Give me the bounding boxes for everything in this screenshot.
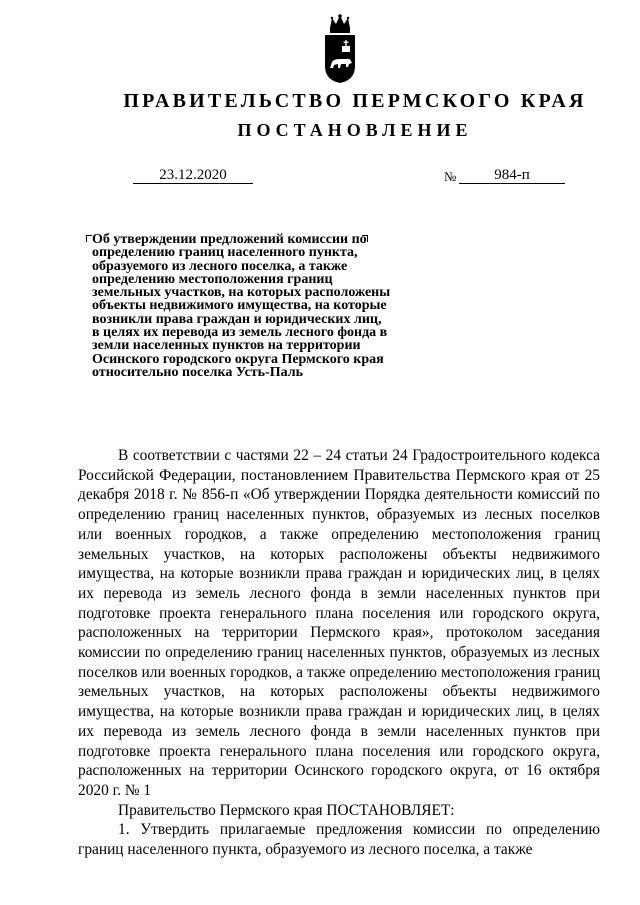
document-subject: Об утверждении предложений комиссии по определению границ населенного пункта, образуемого из лесного поселка, а также определению местоположения границ земельных участков, на которых расположены объекты недвижимого имущества, на которые возникли права граждан и юридических лиц, в целях их перевода из земель лесного фонда в земли населенных пунктов на территории Осинского городского округа Пермского края относительно поселка Усть-Паль xyxy=(92,232,391,380)
body-paragraph-resolves: Правительство Пермского края ПОСТАНОВЛЯЕТ: xyxy=(118,801,455,819)
body-paragraph-preamble: В соответствии с частями 22 – 24 статьи 24 Градостроительного кодекса Российской Федерации, постановлением Правительства Пермского края от 25 декабря 2018 г. № 856-п «Об утверждении Порядка деятельности комиссий по определению границ населенных пунктов, образуемых из лесных поселков или военных городков, а также определению местоположения границ земельных участков, на которых расположены объекты недвижимого имущества, на которые возникли права граждан и юридических лиц, в целях их перевода из земель лесного фонда в земли населенных пунктов при подготовке проекта генерального плана поселения или городского округа, расположенных на территории Пермского края», протоколом заседания комиссии по определению границ населенных пунктов, образуемых из лесных поселков или военных городков, а также определению местоположения границ земельных участков, на которых расположены объекты недвижимого имущества, на которые возникли права граждан и юридических лиц, в целях их перевода из земель лесного фонда в земли населенных пунктов при подготовке проекта генерального плана поселения или городского округа, расположенных на территории Осинского городского округа, от 16 октября 2020 г. № 1 xyxy=(78,447,600,799)
crown-icon xyxy=(330,14,350,33)
body-paragraph-item-1: 1. Утвердить прилагаемые предложения комиссии по определению границ населенного пункта, образуемого из лесного поселка, а также xyxy=(78,821,600,859)
perm-krai-coat-of-arms-icon xyxy=(322,14,358,84)
government-title: ПРАВИТЕЛЬСТВО ПЕРМСКОГО КРАЯ xyxy=(123,90,587,112)
document-date: 23.12.2020 xyxy=(133,167,253,184)
document-number: 984-п xyxy=(459,167,565,184)
document-body xyxy=(78,446,600,860)
number-sign: № xyxy=(444,169,457,184)
document-type-title: ПОСТАНОВЛЕНИЕ xyxy=(237,120,473,140)
